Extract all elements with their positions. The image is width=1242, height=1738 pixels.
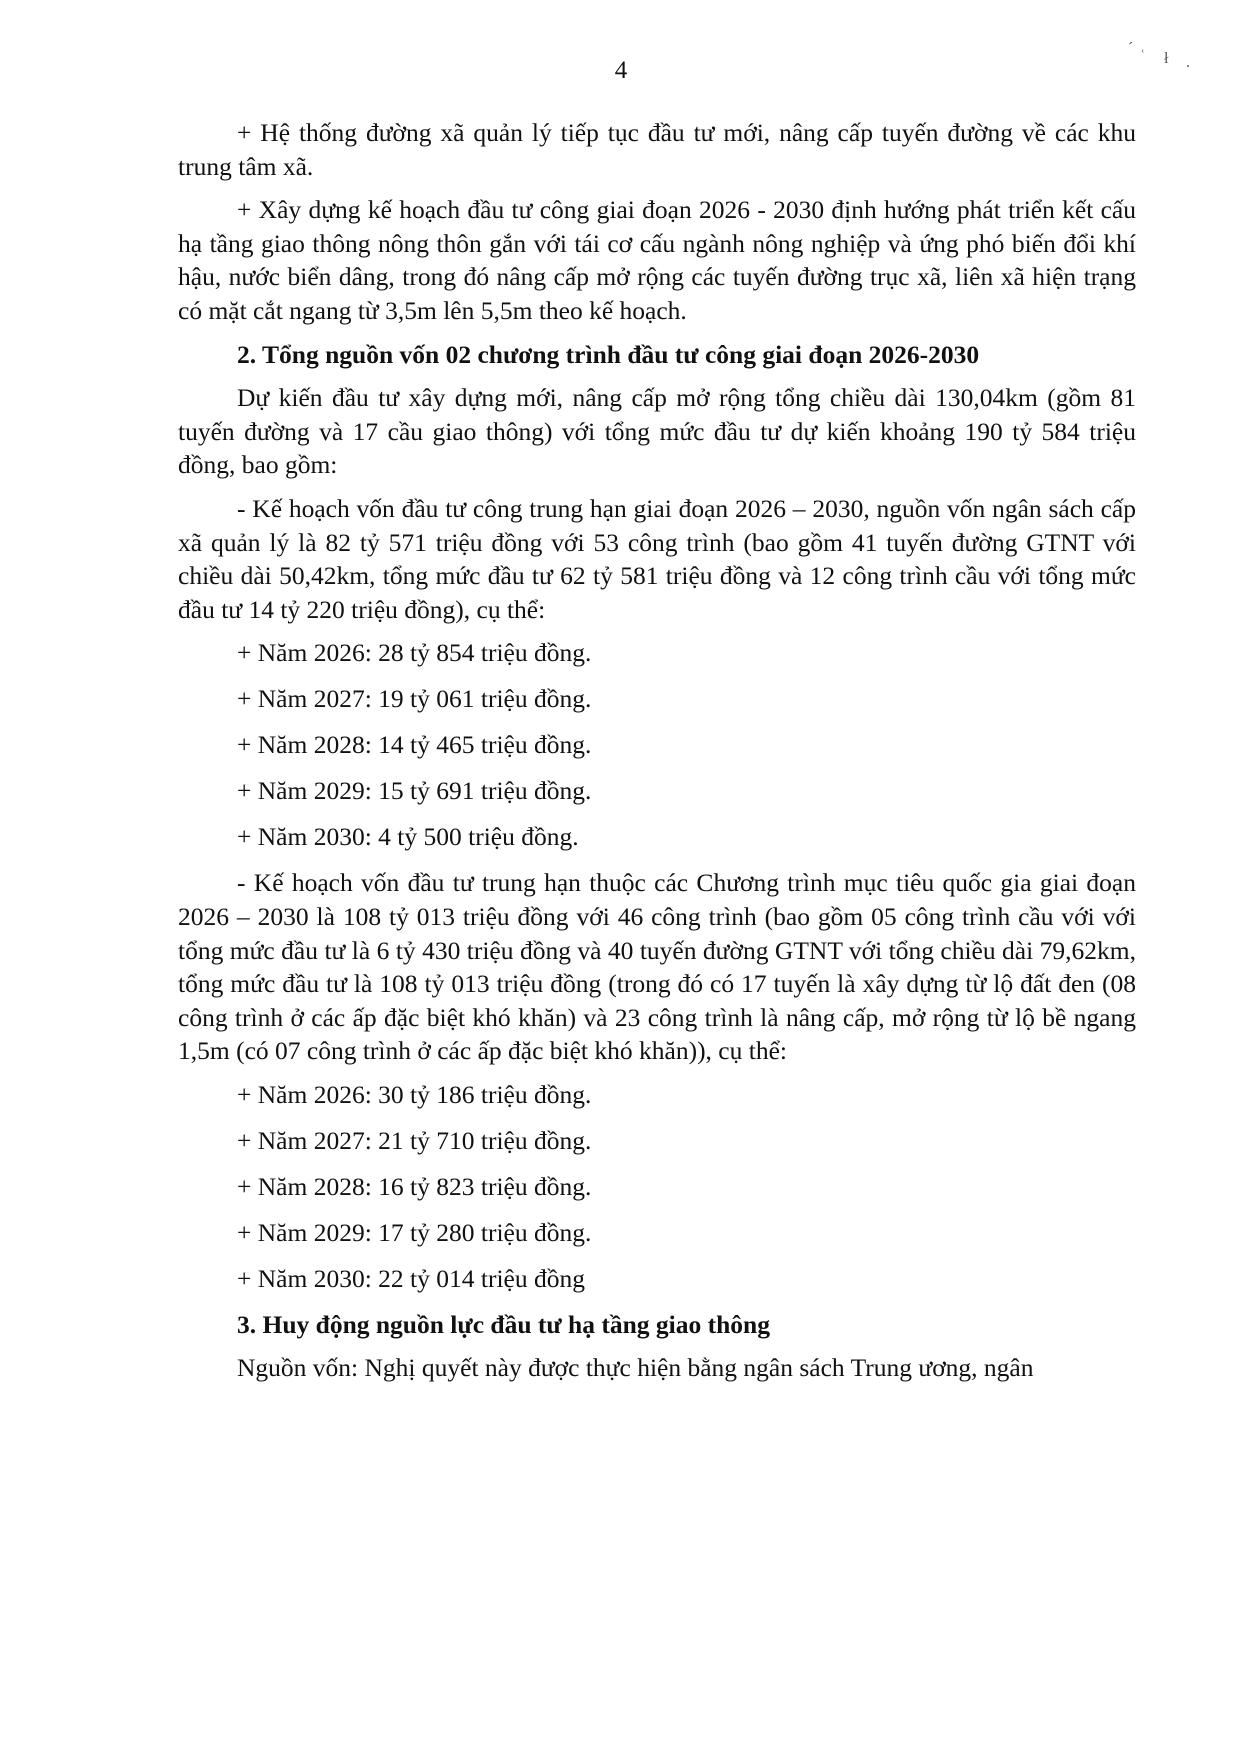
- plan-1-year-item: + Năm 2029: 15 tỷ 691 triệu đồng.: [237, 776, 592, 806]
- scan-mark: .: [1186, 54, 1190, 71]
- plan-2-year-item: + Năm 2027: 21 tỷ 710 triệu đồng.: [237, 1125, 592, 1155]
- section-2-heading: 2. Tổng nguồn vốn 02 chương trình đầu tư công giai đoạn 2026-2030: [237, 339, 980, 369]
- section-3-text: Nguồn vốn: Nghị quyết này được thực hiện bằng ngân sách Trung ương, ngân: [237, 1353, 1034, 1383]
- plan-1-year-item: + Năm 2030: 4 tỷ 500 triệu đồng.: [237, 822, 579, 852]
- paragraph-investment-plan: + Xây dựng kế hoạch đầu tư công giai đoạn 2026 - 2030 định hướng phát triển kết cấu hạ tầng giao thông nông thôn gắn với tái cơ cấu ngành nông nghiệp và ứng phó biến đổi khí hậu, nước biển dâng, trong đó nâng cấp mở rộng các tuyến đường trục xã, liên xã hiện trạng có mặt cắt ngang từ 3,5m lên 5,5m theo kế hoạch.: [178, 195, 1136, 325]
- plan-1-paragraph: - Kế hoạch vốn đầu tư công trung hạn giai đoạn 2026 – 2030, nguồn vốn ngân sách cấp xã quản lý là 82 tỷ 571 triệu đồng với 53 công trình (bao gồm 41 tuyến đường GTNT với chiều dài 50,42km, tổng mức đầu tư 62 tỷ 581 triệu đồng và 12 công trình cầu với tổng mức đầu tư 14 tỷ 220 triệu đồng), cụ thể:: [178, 493, 1136, 624]
- plan-2-year-item: + Năm 2029: 17 tỷ 280 triệu đồng.: [237, 1217, 592, 1247]
- plan-1-year-item: + Năm 2027: 19 tỷ 061 triệu đồng.: [237, 684, 592, 714]
- section-3-heading: 3. Huy động nguồn lực đầu tư hạ tầng giao thông: [237, 1309, 770, 1339]
- document-body: [178, 116, 1136, 1395]
- section-2-intro: Dự kiến đầu tư xây dựng mới, nâng cấp mở rộng tổng chiều dài 130,04km (gồm 81 tuyến đường và 17 cầu giao thông) với tổng mức đầu tư dự kiến khoảng 190 tỷ 584 triệu đồng, bao gồm:: [178, 383, 1136, 480]
- paragraph-road-system: + Hệ thống đường xã quản lý tiếp tục đầu tư mới, nâng cấp tuyến đường về các khu trung tâm xã.: [178, 118, 1136, 181]
- plan-1-year-item: + Năm 2026: 28 tỷ 854 triệu đồng.: [237, 638, 592, 668]
- plan-2-year-item: + Năm 2028: 16 tỷ 823 triệu đồng.: [237, 1171, 592, 1201]
- scan-marks: [1128, 40, 1218, 80]
- plan-1-year-item: + Năm 2028: 14 tỷ 465 triệu đồng.: [237, 730, 592, 760]
- plan-2-year-item: + Năm 2026: 30 tỷ 186 triệu đồng.: [237, 1079, 592, 1109]
- scan-mark: ʿ: [1140, 48, 1146, 65]
- scan-mark: ´: [1128, 40, 1134, 57]
- scan-mark: ł: [1164, 50, 1169, 67]
- plan-2-paragraph: - Kế hoạch vốn đầu tư trung hạn thuộc các Chương trình mục tiêu quốc gia giai đoạn 2026 – 2030 là 108 tỷ 013 triệu đồng với 46 công trình (bao gồm 05 công trình cầu với với tổng mức đầu tư là 6 tỷ 430 triệu đồng và 40 tuyến đường GTNT với tổng chiều dài 79,62km, tổng mức đầu tư là 108 tỷ 013 triệu đồng (trong đó có 17 tuyến là xây dựng từ lộ đất đen (08 công trình ở các ấp đặc biệt khó khăn) và 23 công trình là nâng cấp, mở rộng từ lộ bề ngang 1,5m (có 07 công trình ở các ấp đặc biệt khó khăn)), cụ thể:: [178, 868, 1136, 1066]
- plan-2-year-item: + Năm 2030: 22 tỷ 014 triệu đồng: [237, 1263, 585, 1293]
- page-number: 4: [614, 57, 628, 84]
